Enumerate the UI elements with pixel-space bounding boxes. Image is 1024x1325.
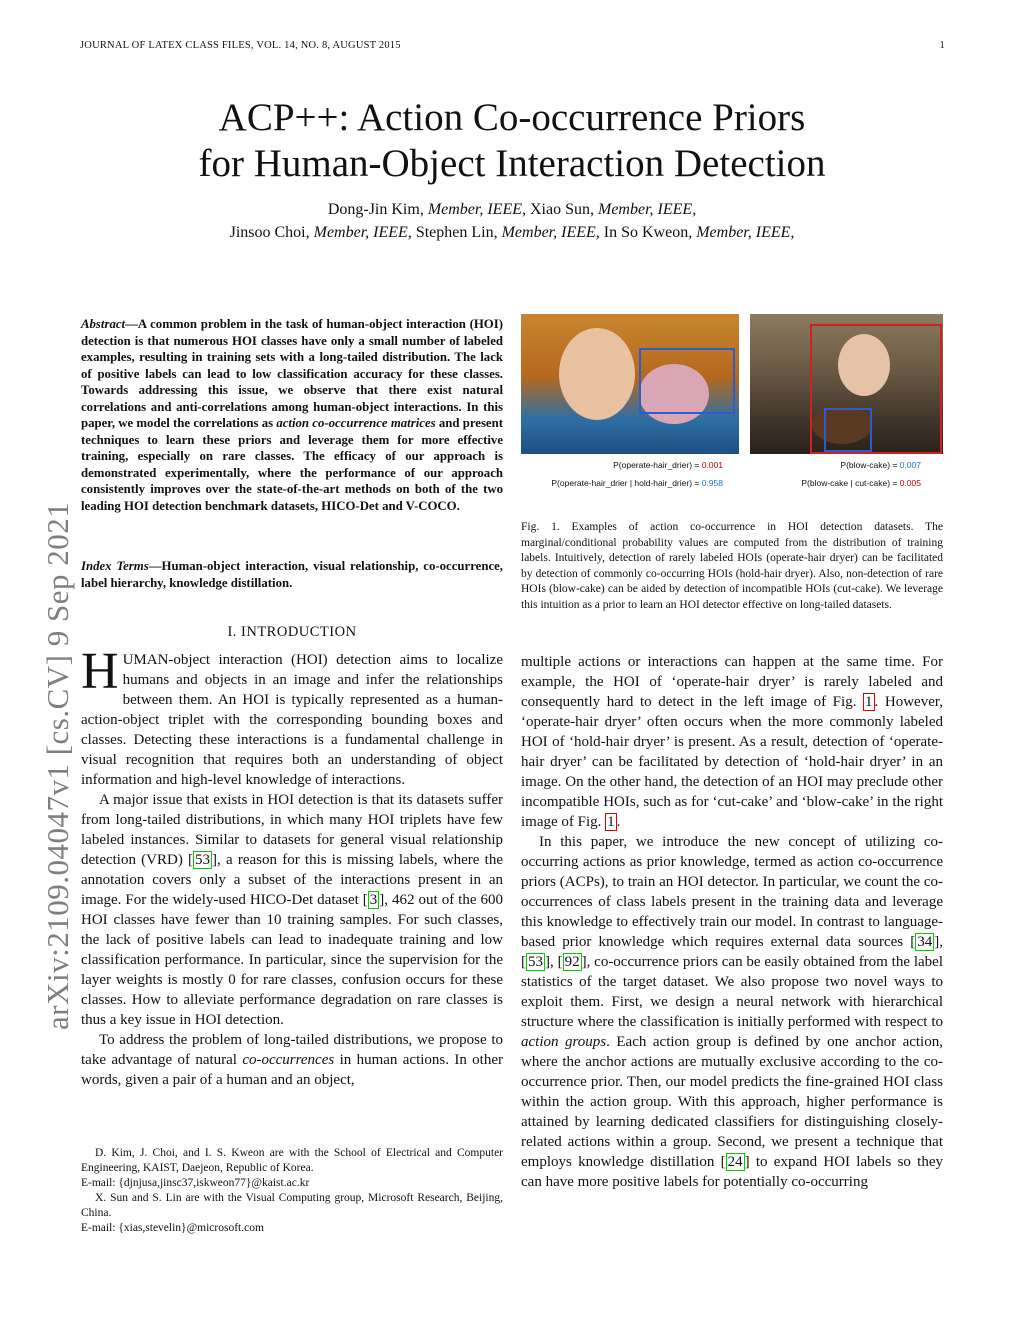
index-terms	[81, 558, 503, 591]
citation-link[interactable]: 53	[195, 852, 211, 868]
citation-link[interactable]: 3	[369, 892, 378, 908]
page-number: 1	[939, 40, 945, 51]
author-name: Jinsoo Choi,	[229, 224, 310, 241]
author-name: Dong-Jin Kim,	[327, 201, 424, 218]
author-membership: Member, IEEE,	[427, 201, 526, 218]
footnote-affiliation: X. Sun and S. Lin are with the Visual Computing group, Microsoft Research, Beijing, China.	[81, 1192, 503, 1219]
prob-value: 0.958	[701, 478, 723, 488]
emphasis: co-occurrences	[242, 1052, 335, 1068]
object-bbox	[639, 348, 735, 414]
title-line-1: ACP++: Action Co-occurrence Priors	[218, 96, 806, 139]
footnote-email: E-mail: {xias,stevelin}@microsoft.com	[81, 1222, 264, 1234]
hair-dryer-photo	[521, 314, 739, 454]
journal-name: JOURNAL OF LATEX CLASS FILES, VOL. 14, NO. 8, AUGUST 2015	[80, 40, 401, 51]
author-membership: Member, IEEE,	[696, 224, 795, 241]
abstract-text: and present techniques to learn these priors and leverage them for more effective training, especially on rare classes. The efficacy of our approach is demonstrated experimentally, where the performance of our approach consistently improves over the state-of-the-art methods on both of the two leading HOI detection benchmark datasets, HICO-Det and V-COCO.	[81, 416, 503, 513]
prob-value: 0.001	[701, 460, 723, 470]
running-head	[80, 40, 945, 51]
figure-ref-link[interactable]: 1	[865, 694, 873, 710]
author-name: Stephen Lin,	[415, 224, 498, 241]
paragraph-text: In this paper, we introduce the new concept of utilizing co-occurring actions as prior knowledge, termed as action co-occurrence priors (ACPs), to train an HOI detector. In particular, we count the co-occurrences of class labels present in the training data and leverage this knowledge to effectively train our model. In contrast to language-based prior knowledge which requires external data sources [	[521, 834, 943, 950]
author-membership: Member, IEEE,	[313, 224, 412, 241]
paragraph-text: ], a reason for this is missing labels, where the annotation covers only a subset of the interactions present in an image. For the widely-used HICO-Det dataset [	[81, 852, 503, 908]
drop-cap: H	[81, 643, 119, 700]
prob-value: 0.005	[899, 478, 921, 488]
figure-caption: Fig. 1. Examples of action co-occurrence in HOI detection datasets. The marginal/conditional probability values are computed from the distribution of training labels. Intuitively, detection of rarely labeled HOIs (operate-hair dryer) can be facilitated by detection of commonly co-occurring HOIs (hold-hair dryer). Also, non-detection of rare HOIs (blow-cake) can be aided by detection of incompatible HOIs (cut-cake). We leverage this intuition as a prior to learn an HOI detector effective on long-tailed datasets.	[521, 521, 943, 611]
author-line-2	[0, 221, 1024, 244]
paragraph-text: To address the problem of long-tailed distributions, we propose to take advantage of natural	[81, 1032, 503, 1068]
prob-value: 0.007	[899, 460, 921, 470]
paragraph-text: . Each action group is defined by one anchor action, where the anchor actions are mutually exclusive according to the co-occurrence prior. Then, our model predicts the fine-grained HOI class within the action group. With this approach, higher performance is attained by learning dedicated classifiers for distinguishing closely-related actions within a group. Second, we present a technique that employs knowledge distillation [	[521, 1034, 943, 1170]
footnote-affiliation: D. Kim, J. Choi, and I. S. Kweon are with the School of Electrical and Computer Engineering, KAIST, Daejeon, Republic of Korea.	[81, 1147, 503, 1174]
citation-link[interactable]: 53	[528, 954, 543, 970]
intro-paragraph	[81, 1030, 503, 1090]
abstract-text: —A common problem in the task of human-object interaction (HOI) detection is that numerous HOI classes have only a small number of labeled examples, resulting in training sets with a long-tailed distribution. The lack of positive labels can lead to low classification accuracy for these classes. Towards addressing this issue, we observe that there exist natural correlations and anti-correlations among human-object interactions. In this paper, we model the correlations as	[81, 317, 503, 430]
citation-link[interactable]: 24	[727, 1154, 743, 1170]
emphasis: action groups	[521, 1034, 607, 1050]
paragraph-text: ], [	[521, 934, 943, 970]
prob-label	[613, 460, 723, 470]
index-terms-text: —Human-object interaction, visual relationship, co-occurrence, label hierarchy, knowledge distillation.	[81, 559, 503, 590]
paragraph-text: in human actions. In other words, given a pair of a human and an object,	[81, 1052, 504, 1088]
paragraph-text: ], 462 out of the 600 HOI classes have fewer than 10 training samples. For such classes, the lack of positive labels can lead to inadequate training and low classification performance. In particular, since the supervision for the layer weights is mostly 0 for rare classes, confusion occurs for these classes. How to alleviate performance degradation on rare classes is thus a key issue in HOI detection.	[81, 892, 503, 1028]
prob-text: P(operate-hair_drier) =	[613, 460, 702, 470]
author-name: Xiao Sun,	[530, 201, 594, 218]
author-membership: Member, IEEE,	[501, 224, 600, 241]
prob-text: P(blow-cake | cut-cake) =	[801, 478, 900, 488]
author-membership: Member, IEEE,	[598, 201, 697, 218]
paragraph-text: ] to expand HOI labels so they can have more positive labels for potentially co-occurring	[521, 1154, 943, 1190]
abstract-emphasis: action co-occurrence matrices	[276, 416, 436, 430]
footnote	[81, 1146, 503, 1236]
cake-photo	[750, 314, 943, 454]
arxiv-stamp: arXiv:2109.04047v1 [cs.CV] 9 Sep 2021	[40, 501, 75, 1030]
footnote-email: E-mail: {djnjusa,jinsc37,iskweon77}@kaist.ac.kr	[81, 1177, 310, 1189]
paragraph-text: . However, ‘operate-hair dryer’ often occurs when the more commonly labeled HOI of ‘hold-hair dryer’ is present. As a result, detection of ‘operate-hair dryer’ can be facilitated by detection of ‘hold-hair dryer’ in an image. On the other hand, the detection of an HOI may preclude other incompatible HOIs, such as for ‘cut-cake’ and ‘blow-cake’ in the right image of Fig.	[521, 694, 943, 830]
prob-label	[801, 478, 921, 488]
intro-left-column	[81, 643, 504, 1090]
intro-right-column	[521, 652, 943, 1192]
abstract-label: Abstract	[81, 317, 126, 331]
paper-title	[0, 95, 1024, 187]
intro-paragraph	[81, 790, 503, 1030]
intro-paragraph	[521, 652, 943, 832]
author-name: In So Kweon,	[603, 224, 693, 241]
author-list	[0, 198, 1024, 244]
intro-paragraph	[81, 643, 503, 790]
paragraph-text: .	[616, 814, 621, 830]
paragraph-text: A major issue that exists in HOI detection is that its datasets suffer from long-tailed distributions, in which many HOI triplets have few labeled instances. Similar to datasets for general visual relationship detection (VRD) [	[81, 792, 503, 868]
abstract	[81, 316, 503, 514]
prob-label	[551, 478, 723, 488]
prob-text: P(blow-cake) =	[840, 460, 900, 470]
author-line-1	[0, 198, 1024, 221]
citation-link[interactable]: 92	[564, 954, 580, 970]
object-bbox	[824, 408, 872, 452]
title-line-2: for Human-Object Interaction Detection	[198, 142, 826, 185]
section-heading: I. INTRODUCTION	[227, 624, 357, 640]
citation-link[interactable]: 34	[917, 934, 933, 950]
child-face	[559, 328, 635, 420]
figure-1	[521, 314, 943, 492]
figure-ref-link[interactable]: 1	[607, 814, 615, 830]
intro-paragraph	[521, 832, 943, 1192]
index-terms-label: Index Terms	[81, 559, 149, 573]
prob-text: P(operate-hair_drier | hold-hair_drier) =	[551, 478, 702, 488]
paragraph-text: UMAN-object interaction (HOI) detection aims to localize humans and objects in an image and infer the relationships between them. An HOI is typically represented as a human-action-object triplet with the corresponding bounding boxes and classes. Detecting these interactions is a fundamental challenge in visual recognition that requires both an understanding of object information and high-level knowledge of interactions.	[81, 652, 503, 788]
paragraph-text: ], co-occurrence priors can be easily obtained from the label statistics of the target dataset. We also propose two novel ways to exploit them. First, we design a neural network with hierarchical structure where the classification is initially performed with respect to	[521, 954, 943, 1030]
prob-label	[840, 460, 921, 470]
paragraph-text: ], [	[545, 954, 563, 970]
paragraph-text: multiple actions or interactions can happen at the same time. For example, the HOI of ‘operate-hair dryer’ is rarely labeled and consequently hard to detect in the left image of Fig.	[521, 654, 943, 710]
